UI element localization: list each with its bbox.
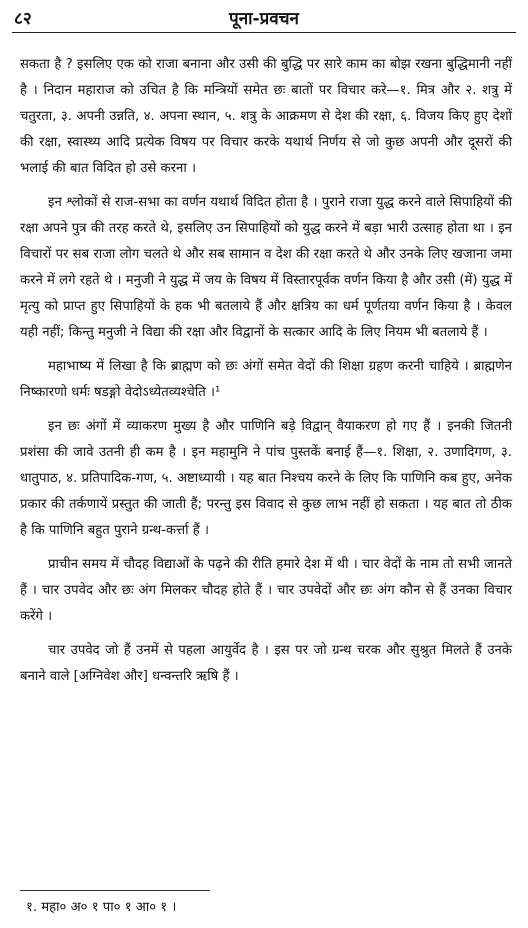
- page-number: ८२: [14, 9, 32, 29]
- running-title: पूना-प्रवचन: [229, 9, 299, 29]
- paragraph: इन श्लोकों से राज-सभा का वर्णन यथार्थ विदित होता है । पुराने राजा युद्ध करने वाले सिपाहियों की रक्षा अपने पुत्र की तरह करते थे, इसलिए उन सिपाहियों को युद्ध करने में बड़ा भारी उत्साह होता था । इन विचारों पर सब राजा लोग चलते थे और सब सामान व देश की रक्षा करते थे और उनके लिए खजाना जमा करने में लगे रहते थे । मनुजी ने युद्ध में जय के विषय में विस्तारपूर्वक वर्णन किया है और उसी (में) युद्ध में मृत्यु को प्राप्त हुए सिपाहियों के हक भी बतलाये हैं और क्षत्रिय का धर्म पूर्णतया वर्णन किया है । केवल यही नहीं; किन्तु मनुजी ने विद्या की रक्षा और विद्वानों के सत्कार आदि के लिए नियम भी बतलाये हैं ।: [20, 195, 512, 340]
- header-rule: [12, 32, 516, 33]
- footnote-rule: [20, 890, 210, 891]
- body-text: [20, 52, 512, 698]
- footnote: १. महा० अ० १ पा० १ आ० १ ।: [26, 900, 177, 915]
- paragraph: प्राचीन समय में चौदह विद्याओं के पढ़ने की रीति हमारे देश में थी । चार वेदों के नाम तो सभी जानते हैं । चार उपवेद और छः अंग मिलकर चौदह होते हैं । चार उपवेदों और छः अंग कौन से हैं उनका विचार करेंगे ।: [20, 557, 512, 624]
- paragraph: महाभाष्य में लिखा है कि ब्राह्मण को छः अंगों समेत वेदों की शिक्षा ग्रहण करनी चाहिये । ब्राह्मणेन निष्कारणो धर्मः षडङ्गो वेदोऽध्येतव्यश्चेति ।¹: [20, 359, 512, 400]
- page-header: [12, 6, 516, 30]
- paragraph: चार उपवेद जो हैं उनमें से पहला आयुर्वेद है । इस पर जो ग्रन्थ चरक और सुश्रुत मिलते हैं उनके बनाने वाले [अग्निवेश और] धन्वन्तरि ऋषि हैं ।: [20, 643, 512, 684]
- paragraph: इन छः अंगों में व्याकरण मुख्य है और पाणिनि बड़े विद्वान् वैयाकरण हो गए हैं । इनकी जितनी प्रशंसा की जावे उतनी ही कम है । इन महामुनि ने पांच पुस्तकें बनाई हैं—१. शिक्षा, २. उणादिगण, ३. धातुपाठ, ४. प्रतिपादिक-गण, ५. अष्टाध्यायी । यह बात निश्चय करने के लिए कि पाणिनि कब हुए, अनेक प्रकार की तर्कणायें प्रस्तुत की जाती हैं; परन्तु इस विवाद से कुछ लाभ नहीं हो सकता । यह बात तो ठीक है कि पाणिनि बहुत पुराने ग्रन्थ-कर्त्ता हैं ।: [20, 419, 512, 538]
- paragraph: सकता है ? इसलिए एक को राजा बनाना और उसी की बुद्धि पर सारे काम का बोझ रखना बुद्धिमानी नहीं है । निदान महाराज को उचित है कि मन्त्रियों समेत छः बातों पर विचार करे—१. मित्र और २. शत्रु में चतुरता, ३. अपनी उन्नति, ४. अपना स्थान, ५. शत्रु के आक्रमण से देश की रक्षा, ६. विजय किए हुए देशों की रक्षा, स्वास्थ्य आदि प्रत्येक विषय पर विचार करके यथार्थ निर्णय से जो कुछ अपनी और दूसरों की भलाई की बात विदित हो उसे करना ।: [20, 57, 512, 176]
